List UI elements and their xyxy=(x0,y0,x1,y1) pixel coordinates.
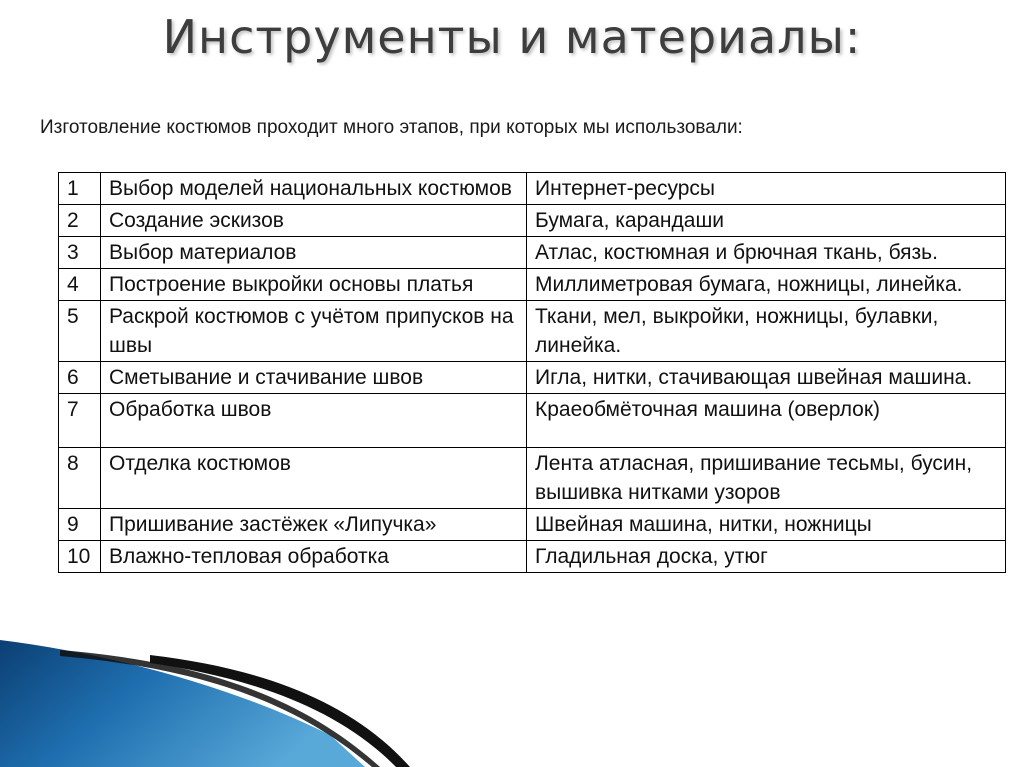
row-step: Выбор моделей национальных костюмов xyxy=(101,173,527,205)
row-tools: Швейная машина, нитки, ножницы xyxy=(527,509,1006,541)
row-step: Пришивание застёжек «Липучка» xyxy=(101,509,527,541)
slide-title: Инструменты и материалы: xyxy=(162,10,862,64)
row-number: 5 xyxy=(59,301,101,362)
steps-table xyxy=(58,172,1006,573)
table-row xyxy=(59,173,1006,205)
row-tools: Гладильная доска, утюг xyxy=(527,541,1006,573)
row-step: Влажно-тепловая обработка xyxy=(101,541,527,573)
row-step: Выбор материалов xyxy=(101,237,527,269)
row-tools: Атлас, костюмная и брючная ткань, бязь. xyxy=(527,237,1006,269)
row-tools: Краеобмёточная машина (оверлок) xyxy=(527,394,1006,448)
row-step: Создание эскизов xyxy=(101,205,527,237)
row-step: Сметывание и стачивание швов xyxy=(101,362,527,394)
row-number: 7 xyxy=(59,394,101,448)
swoosh-blue-band xyxy=(0,640,365,767)
swoosh-dark-stripe-thin xyxy=(60,650,380,767)
table-row xyxy=(59,509,1006,541)
steps-table-body xyxy=(59,173,1006,573)
row-tools: Миллиметровая бумага, ножницы, линейка. xyxy=(527,269,1006,301)
row-step: Отделка костюмов xyxy=(101,448,527,509)
slide-subtitle: Изготовление костюмов проходит много этапов, при которых мы использовали: xyxy=(40,117,743,138)
table-row xyxy=(59,541,1006,573)
row-tools: Игла, нитки, стачивающая швейная машина. xyxy=(527,362,1006,394)
row-number: 4 xyxy=(59,269,101,301)
row-number: 10 xyxy=(59,541,101,573)
row-tools: Бумага, карандаши xyxy=(527,205,1006,237)
row-number: 8 xyxy=(59,448,101,509)
table-row xyxy=(59,362,1006,394)
table-row xyxy=(59,237,1006,269)
row-step: Раскрой костюмов с учётом припусков на швы xyxy=(101,301,527,362)
row-number: 2 xyxy=(59,205,101,237)
row-number: 3 xyxy=(59,237,101,269)
table-row xyxy=(59,448,1006,509)
swoosh-dark-stripe xyxy=(150,655,410,767)
table-row xyxy=(59,301,1006,362)
table-row xyxy=(59,205,1006,237)
table-row xyxy=(59,269,1006,301)
row-tools: Интернет-ресурсы xyxy=(527,173,1006,205)
row-tools: Ткани, мел, выкройки, ножницы, булавки, линейка. xyxy=(527,301,1006,362)
row-step: Построение выкройки основы платья xyxy=(101,269,527,301)
row-number: 1 xyxy=(59,173,101,205)
row-number: 6 xyxy=(59,362,101,394)
row-tools: Лента атласная, пришивание тесьмы, бусин, вышивка нитками узоров xyxy=(527,448,1006,509)
row-step: Обработка швов xyxy=(101,394,527,448)
table-row xyxy=(59,394,1006,448)
row-number: 9 xyxy=(59,509,101,541)
